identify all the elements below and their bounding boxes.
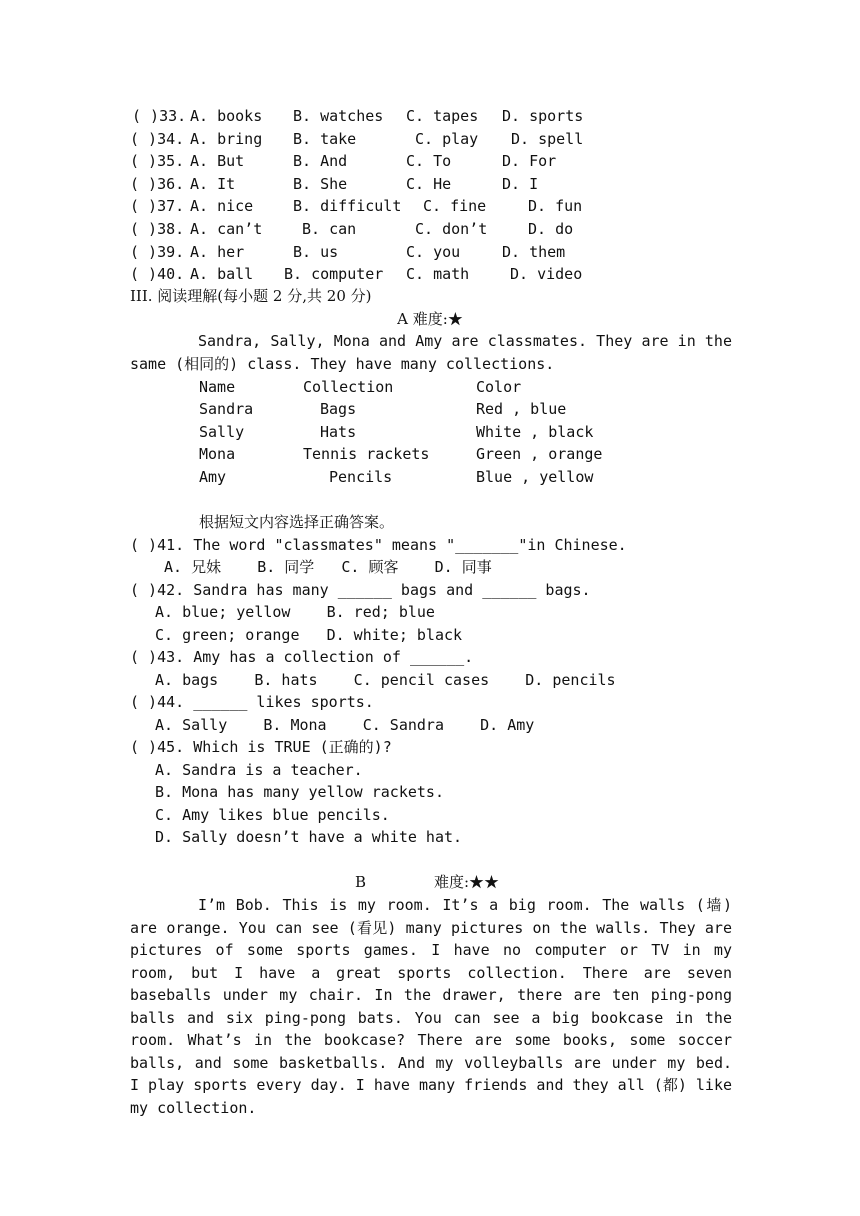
instruction: 根据短文内容选择正确答案。 xyxy=(199,513,395,531)
table-cell-color: Red , blue xyxy=(476,400,567,418)
option-b: B. us xyxy=(293,243,339,261)
table-cell-name: Mona xyxy=(199,445,236,463)
question-44-options: A. Sally B. Mona C. Sandra D. Amy xyxy=(155,716,535,734)
table-cell-color: Green , orange xyxy=(476,445,603,463)
option-a: A. ball xyxy=(190,265,254,283)
option-a: A. It xyxy=(190,175,236,193)
question-45: ( )45. Which is TRUE (正确的)? xyxy=(130,738,392,756)
passage-a-heading: A 难度:★ xyxy=(397,310,463,328)
option-d: D. spell xyxy=(511,130,584,148)
option-b: B. And xyxy=(293,152,348,170)
question-44: ( )44. ______ likes sports. xyxy=(130,693,374,711)
option-d: D. do xyxy=(528,220,574,238)
question-41-options: A. 兄妹 B. 同学 C. 顾客 D. 同事 xyxy=(164,558,492,576)
option-d: D. them xyxy=(502,243,566,261)
question-45-option-a: A. Sandra is a teacher. xyxy=(155,761,363,779)
table-cell-name: Sally xyxy=(199,423,245,441)
question-number: ( )33. xyxy=(132,107,187,125)
table-cell-collection: Tennis rackets xyxy=(303,445,430,463)
option-c: C. He xyxy=(406,175,452,193)
table-cell-collection: Hats xyxy=(320,423,357,441)
passage-b-label: B xyxy=(355,873,367,891)
option-a: A. books xyxy=(190,107,263,125)
question-42-options: A. blue; yellow B. red; blue xyxy=(155,603,435,621)
table-header-name: Name xyxy=(199,378,236,396)
option-c: C. you xyxy=(406,243,461,261)
question-43-options: A. bags B. hats C. pencil cases D. pencils xyxy=(155,671,616,689)
question-number: ( )35. xyxy=(130,152,185,170)
question-number: ( )38. xyxy=(130,220,185,238)
option-a: A. bring xyxy=(190,130,263,148)
option-d: D. video xyxy=(510,265,583,283)
option-c: C. tapes xyxy=(406,107,479,125)
table-cell-color: Blue , yellow xyxy=(476,468,594,486)
option-d: D. sports xyxy=(502,107,584,125)
passage-b-text: I’m Bob. This is my room. It’s a big room. The walls (墙) are orange. You can see (看见) many pictures on the walls. They are pictures of some sports games. I have no computer or TV in my room, but I have a great sports collection. There are seven baseballs under my chair. In the drawer, there are ten ping-pong balls and six ping-pong bats. You can see a big bookcase in the room. What’s in the bookcase? There are some books, some soccer balls, and some basketballs. And my volleyballs are under my bed. I play sports every day. I have many friends and they all (都) like my collection. xyxy=(130,896,732,1117)
option-b: B. watches xyxy=(293,107,384,125)
table-cell-name: Amy xyxy=(199,468,227,486)
option-c: C. To xyxy=(406,152,452,170)
question-42: ( )42. Sandra has many ______ bags and ______ bags. xyxy=(130,581,591,599)
question-45-option-c: C. Amy likes blue pencils. xyxy=(155,806,390,824)
option-b: B. can xyxy=(302,220,357,238)
option-d: D. I xyxy=(502,175,539,193)
table-cell-collection: Bags xyxy=(320,400,357,418)
table-cell-collection: Pencils xyxy=(329,468,393,486)
option-d: D. fun xyxy=(528,197,583,215)
option-c: C. don’t xyxy=(415,220,488,238)
table-cell-color: White , black xyxy=(476,423,594,441)
option-b: B. difficult xyxy=(293,197,402,215)
section-title: III. 阅读理解(每小题 2 分,共 20 分) xyxy=(130,287,372,305)
option-d: D. For xyxy=(502,152,557,170)
question-number: ( )34. xyxy=(130,130,185,148)
option-a: A. her xyxy=(190,243,245,261)
question-42-options: C. green; orange D. white; black xyxy=(155,626,463,644)
option-b: B. computer xyxy=(284,265,384,283)
question-45-option-d: D. Sally doesn’t have a white hat. xyxy=(155,828,463,846)
option-a: A. nice xyxy=(190,197,254,215)
option-b: B. take xyxy=(293,130,357,148)
question-number: ( )36. xyxy=(130,175,185,193)
table-cell-name: Sandra xyxy=(199,400,254,418)
option-c: C. fine xyxy=(423,197,487,215)
question-43: ( )43. Amy has a collection of ______. xyxy=(130,648,474,666)
question-45-option-b: B. Mona has many yellow rackets. xyxy=(155,783,444,801)
option-a: A. can’t xyxy=(190,220,263,238)
table-header-collection: Collection xyxy=(303,378,394,396)
option-c: C. play xyxy=(415,130,479,148)
question-41: ( )41. The word "classmates" means "_______"in Chinese. xyxy=(130,536,627,554)
question-number: ( )39. xyxy=(130,243,185,261)
passage-b-difficulty: 难度:★★ xyxy=(434,873,500,891)
question-number: ( )37. xyxy=(130,197,185,215)
option-a: A. But xyxy=(190,152,245,170)
passage-a-intro: Sandra, Sally, Mona and Amy are classmates. They are in the same (相同的) class. They have many collections. xyxy=(130,332,732,373)
option-c: C. math xyxy=(406,265,470,283)
option-b: B. She xyxy=(293,175,348,193)
question-number: ( )40. xyxy=(130,265,185,283)
table-header-color: Color xyxy=(476,378,522,396)
